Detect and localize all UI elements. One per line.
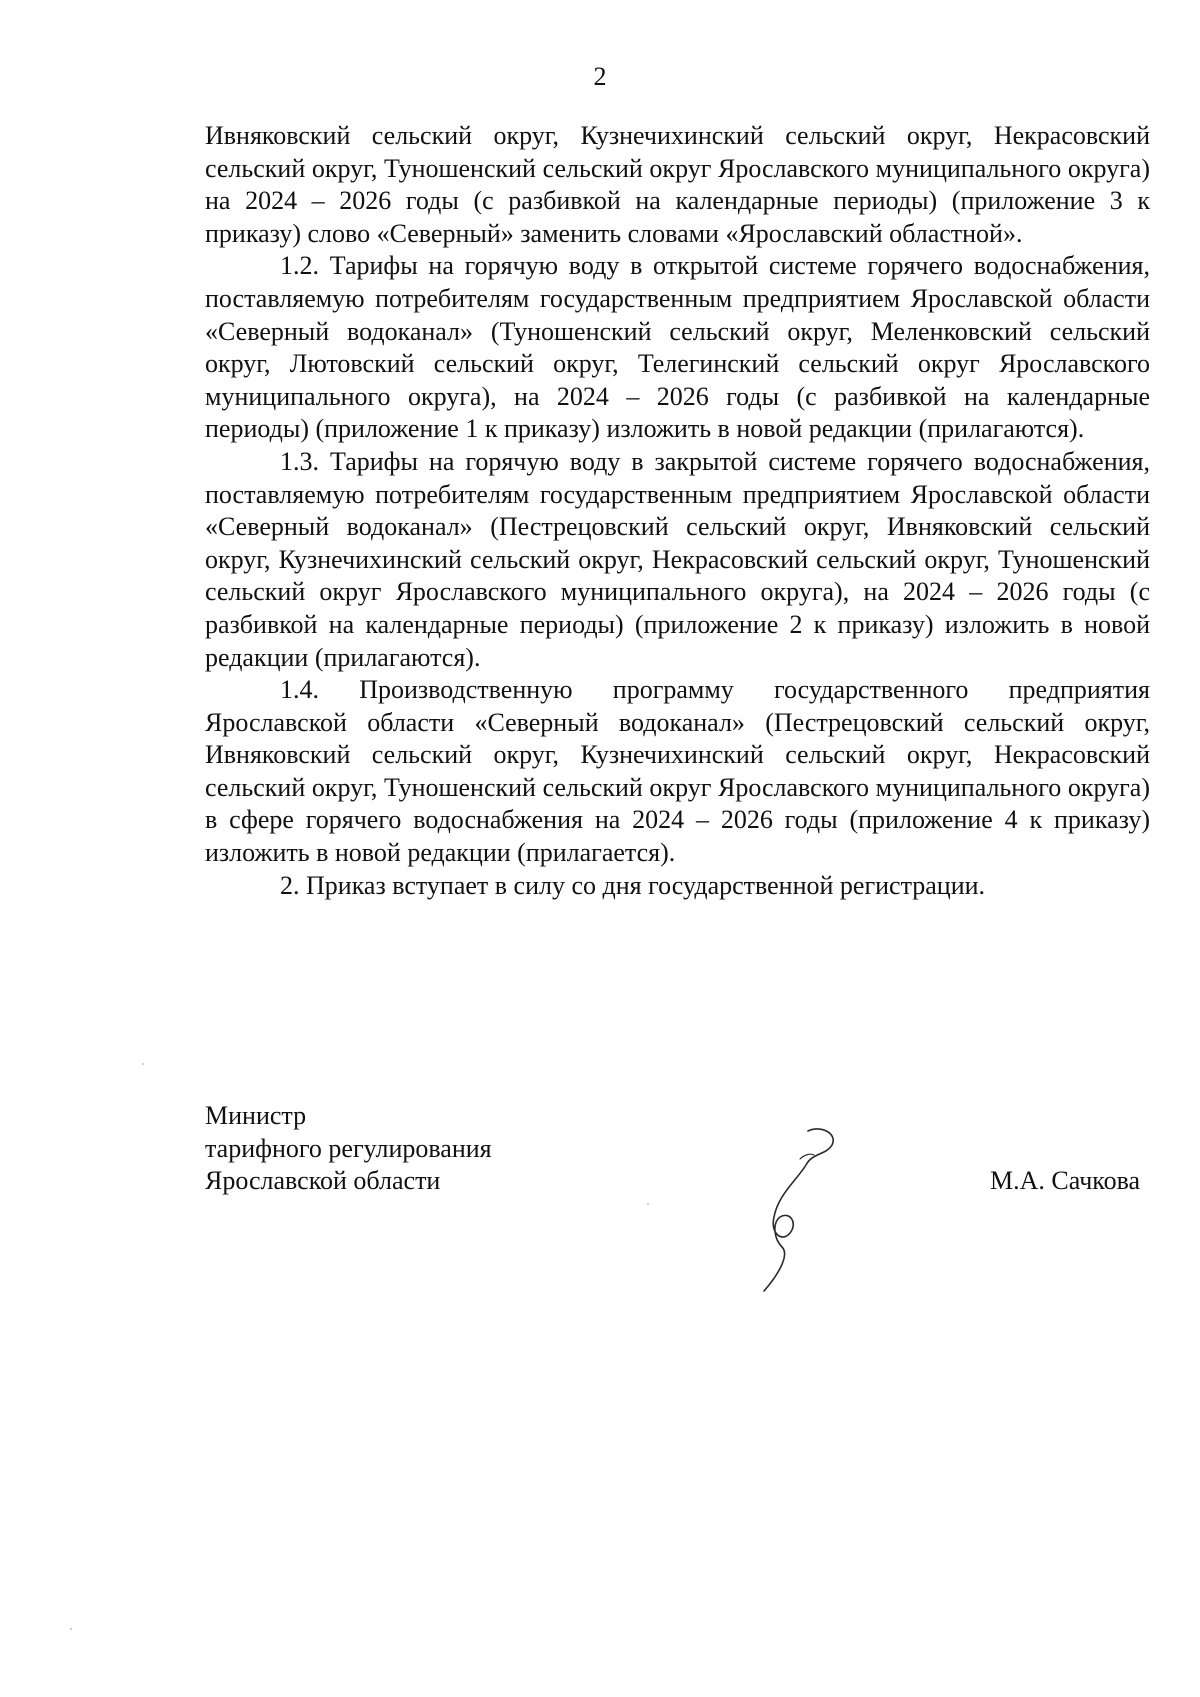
signatory-title-line: Министр [205,1101,307,1130]
signatory-title [205,1100,492,1198]
signatory-name: М.А. Сачкова [990,1166,1141,1195]
page-number: 2 [593,62,607,91]
scan-artifact [142,1063,144,1065]
paragraph-continuation: Ивняковский сельский округ, Кузнечихинский сельский округ, Некрасовский сельский округ, Туношенский сельский округ Ярославского муниципального округа) на 2024 – 2026 годы (с разбивкой на календарные периоды) (приложение 3 к приказу) слово «Северный» заменить словами «Ярославский областной». [205,121,1150,248]
signatory-title-line: Ярославской области [205,1166,441,1196]
handwritten-signature [760,1125,890,1295]
paragraph-1-2: 1.2. Тарифы на горячую воду в открытой системе горячего водоснабжения, поставляемую потребителям государственным предприятием Ярославской области «Северный водоканал» (Туношенский сельский округ, Меленковский сельский округ, Лютовский сельский округ, Телегинский сельский округ Ярославского муниципального округа), на 2024 – 2026 годы (с разбивкой на календарные периоды) (приложение 1 к приказу) изложить в новой редакции (прилагаются). [205,251,1150,444]
signatory-title-line: тарифного регулирования [205,1133,492,1163]
paragraph-1-3: 1.3. Тарифы на горячую воду в закрытой системе горячего водоснабжения, поставляемую потребителям государственным предприятием Ярославской области «Северный водоканал» (Пестрецовский сельский округ, Ивняковский сельский округ, Кузнечихинский сельский округ, Некрасовский сельский округ, Туношенский сельский округ Ярославского муниципального округа), на 2024 – 2026 годы (с разбивкой на календарные периоды) (приложение 2 к приказу) изложить в новой редакции (прилагаются). [205,446,1150,672]
paragraph-2: 2. Приказ вступает в силу со дня государственной регистрации. [280,870,986,900]
scan-artifact [70,1628,72,1630]
document-body [205,120,1150,902]
paragraph-1-4: 1.4. Производственную программу государственного предприятия Ярославской области «Северный водоканал» (Пестрецовский сельский округ, Ивняковский сельский округ, Кузнечихинский сельский округ, Некрасовский сельский округ, Туношенский сельский округ Ярославского муниципального округа) в сфере горячего водоснабжения на 2024 – 2026 годы (приложение 4 к приказу) изложить в новой редакции (прилагается). [205,675,1150,868]
scan-artifact [647,1203,649,1205]
